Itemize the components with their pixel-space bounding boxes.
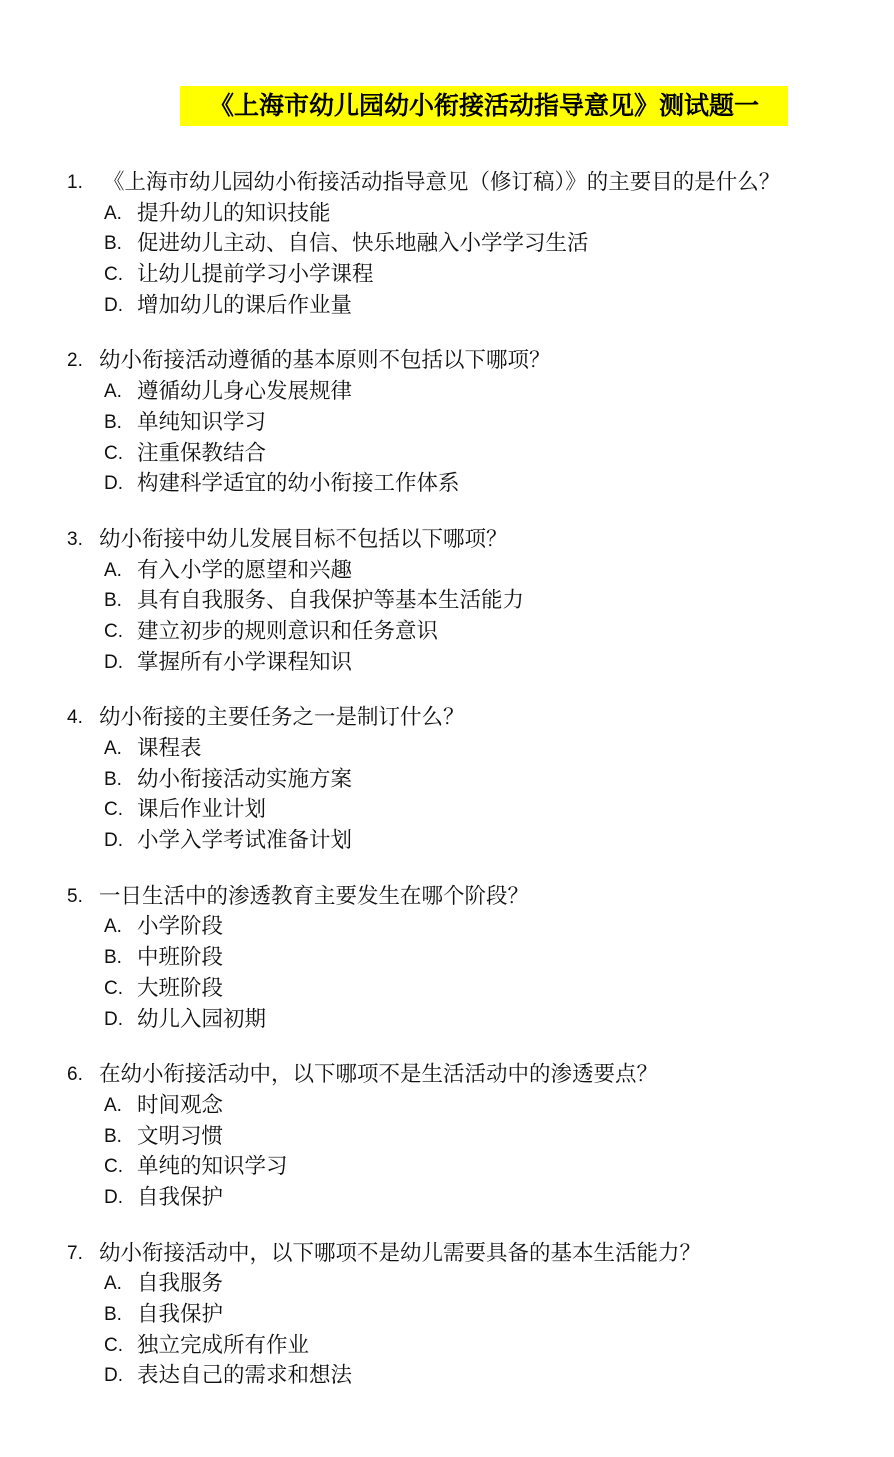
answer-option — [0, 765, 894, 796]
option-text: 文明习惯 — [137, 1123, 224, 1149]
option-letter: D. — [104, 1365, 123, 1387]
option-letter: B. — [104, 411, 122, 433]
answer-option — [0, 439, 894, 470]
option-text: 自我保护 — [137, 1302, 224, 1327]
answer-option — [0, 795, 894, 826]
question-item — [0, 703, 894, 856]
question-text: 在幼小衔接活动中，以下哪项不是生活活动中的渗透要点？ — [99, 1062, 659, 1088]
option-text: 自我服务 — [137, 1271, 224, 1297]
question-number: 7. — [67, 1242, 83, 1264]
title-highlight — [180, 86, 788, 126]
option-letter: B. — [104, 233, 122, 255]
question-text: 幼小衔接的主要任务之一是制订什么？ — [99, 705, 465, 731]
answer-option — [0, 912, 894, 943]
answer-option — [0, 408, 894, 439]
option-text: 促进幼儿主动、自信、快乐地融入小学学习生活 — [137, 231, 589, 257]
option-letter: C. — [104, 1334, 123, 1356]
answer-option — [0, 469, 894, 500]
option-letter: D. — [104, 473, 123, 495]
option-text: 独立完成所有作业 — [137, 1332, 310, 1358]
option-text: 小学阶段 — [137, 914, 224, 940]
option-letter: A. — [104, 381, 122, 403]
option-text: 单纯的知识学习 — [137, 1154, 288, 1180]
answer-option — [0, 260, 894, 291]
option-letter: D. — [104, 294, 123, 316]
question-number: 3. — [67, 528, 83, 550]
option-letter: A. — [104, 202, 122, 224]
answer-option — [0, 1331, 894, 1362]
option-text: 注重保教结合 — [137, 440, 267, 466]
option-text: 表达自己的需求和想法 — [137, 1363, 353, 1389]
question-line — [0, 168, 894, 199]
option-letter: B. — [104, 947, 122, 969]
answer-option — [0, 734, 894, 765]
question-line — [0, 1239, 894, 1270]
option-letter: C. — [104, 1156, 123, 1178]
question-item — [0, 1060, 894, 1213]
question-text: 《上海市幼儿园幼小衔接活动指导意见（修订稿）》的主要目的是什么？ — [103, 170, 781, 195]
answer-option — [0, 1152, 894, 1183]
answer-option — [0, 826, 894, 857]
question-number: 1. — [67, 172, 83, 193]
option-text: 课后作业计划 — [137, 797, 267, 823]
question-line — [0, 525, 894, 556]
answer-option — [0, 1269, 894, 1300]
option-text: 幼小衔接活动实施方案 — [137, 766, 353, 792]
option-text: 建立初步的规则意识和任务意识 — [137, 618, 439, 644]
option-text: 掌握所有小学课程知识 — [137, 649, 353, 675]
option-letter: C. — [104, 264, 123, 286]
answer-option — [0, 1361, 894, 1392]
question-line — [0, 882, 894, 913]
option-letter: B. — [104, 1304, 122, 1325]
page-title: 《上海市幼儿园幼小衔接活动指导意见》测试题一 — [208, 91, 759, 120]
answer-option — [0, 1300, 894, 1331]
option-text: 具有自我服务、自我保护等基本生活能力 — [137, 588, 525, 614]
option-letter: C. — [104, 620, 123, 642]
option-text: 自我保护 — [137, 1184, 224, 1210]
option-letter: B. — [104, 768, 122, 790]
option-letter: A. — [104, 1094, 122, 1116]
answer-option — [0, 291, 894, 322]
option-letter: D. — [104, 830, 123, 852]
option-letter: A. — [104, 559, 122, 581]
option-text: 遵循幼儿身心发展规律 — [137, 379, 353, 405]
answer-option — [0, 648, 894, 679]
question-number: 6. — [67, 1064, 83, 1086]
option-text: 提升幼儿的知识技能 — [137, 200, 331, 226]
answer-option — [0, 974, 894, 1005]
question-item — [0, 168, 894, 321]
option-letter: A. — [104, 1273, 122, 1295]
option-text: 幼儿入园初期 — [137, 1006, 267, 1032]
question-text: 幼小衔接活动中，以下哪项不是幼儿需要具备的基本生活能力？ — [99, 1240, 702, 1266]
answer-option — [0, 1183, 894, 1214]
question-text: 一日生活中的渗透教育主要发生在哪个阶段？ — [99, 883, 530, 909]
option-letter: C. — [104, 442, 123, 464]
answer-option — [0, 943, 894, 974]
question-item — [0, 1239, 894, 1392]
question-item — [0, 882, 894, 1035]
option-letter: A. — [104, 916, 122, 938]
option-text: 增加幼儿的课后作业量 — [137, 292, 353, 318]
question-list — [0, 168, 894, 1417]
question-line — [0, 346, 894, 377]
option-letter: D. — [104, 651, 123, 673]
question-text: 幼小衔接中幼儿发展目标不包括以下哪项？ — [99, 526, 508, 552]
option-letter: C. — [104, 799, 123, 821]
question-line — [0, 703, 894, 734]
option-text: 构建科学适宜的幼小衔接工作体系 — [137, 471, 460, 497]
question-item — [0, 525, 894, 678]
option-text: 大班阶段 — [137, 975, 224, 1001]
option-letter: D. — [104, 1186, 123, 1208]
option-text: 让幼儿提前学习小学课程 — [137, 262, 374, 288]
option-letter: B. — [104, 1125, 122, 1147]
option-letter: A. — [104, 738, 122, 759]
question-item — [0, 346, 894, 499]
question-number: 5. — [67, 885, 83, 907]
option-text: 中班阶段 — [137, 945, 224, 971]
answer-option — [0, 586, 894, 617]
answer-option — [0, 617, 894, 648]
question-line — [0, 1060, 894, 1091]
answer-option — [0, 1091, 894, 1122]
question-number: 2. — [67, 350, 83, 372]
option-letter: C. — [104, 977, 123, 999]
option-letter: B. — [104, 590, 122, 612]
option-text: 小学入学考试准备计划 — [137, 828, 353, 854]
answer-option — [0, 229, 894, 260]
answer-option — [0, 377, 894, 408]
option-text: 有入小学的愿望和兴趣 — [137, 557, 353, 583]
answer-option — [0, 199, 894, 230]
answer-option — [0, 1005, 894, 1036]
option-text: 单纯知识学习 — [137, 409, 267, 435]
question-number: 4. — [67, 707, 83, 729]
option-letter: D. — [104, 1008, 123, 1030]
question-text: 幼小衔接活动遵循的基本原则不包括以下哪项？ — [99, 348, 551, 374]
option-text: 课程表 — [137, 736, 202, 761]
option-text: 时间观念 — [137, 1092, 224, 1118]
answer-option — [0, 1122, 894, 1153]
answer-option — [0, 556, 894, 587]
